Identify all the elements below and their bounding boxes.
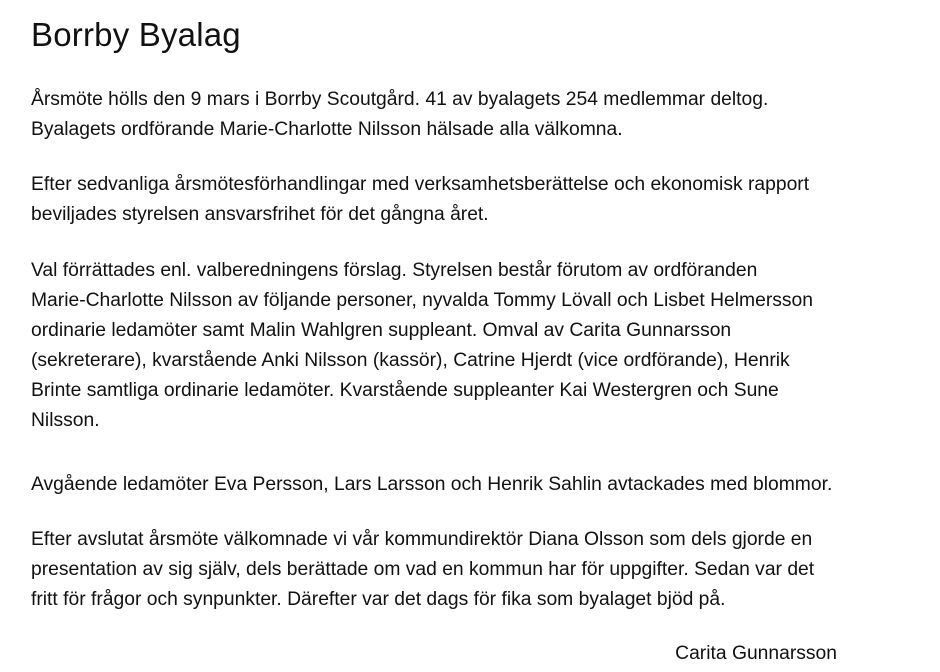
signature: Carita Gunnarsson [675,643,837,664]
text-line: Byalagets ordförande Marie-Charlotte Nilsson hälsade alla välkomna. [31,119,623,140]
paragraph-discharge [31,170,916,230]
text-line: Efter sedvanliga årsmötesförhandlingar med verksamhetsberättelse och ekonomisk rapport [31,174,810,195]
text-line: Årsmöte hölls den 9 mars i Borrby Scoutgård. 41 av byalagets 254 medlemmar deltog. [31,89,769,110]
paragraph-departing-members [31,470,916,500]
text-line: ordinarie ledamöter samt Malin Wahlgren suppleant. Omval av Carita Gunnarsson [31,320,732,341]
paragraph-annual-meeting [31,85,916,145]
text-line: Brinte samtliga ordinarie ledamöter. Kvarstående suppleanter Kai Westergren och Sune [31,380,779,401]
paragraph-presentation [31,525,916,615]
text-line: presentation av sig själv, dels berättade om vad en kommun har för uppgifter. Sedan var det [31,559,815,580]
text-line: beviljades styrelsen ansvarsfrihet för det gångna året. [31,204,489,225]
document-title: Borrby Byalag [31,16,241,53]
text-line: (sekreterare), kvarstående Anki Nilsson (kassör), Catrine Hjerdt (vice ordförande), Henrik [31,350,790,371]
text-line: Marie-Charlotte Nilsson av följande personer, nyvalda Tommy Lövall och Lisbet Helmersson [31,290,813,311]
text-line: Avgående ledamöter Eva Persson, Lars Larsson och Henrik Sahlin avtackades med blommor. [31,474,833,495]
paragraph-elections [31,256,916,436]
text-line: Val förrättades enl. valberedningens förslag. Styrelsen består förutom av ordföranden [31,260,758,281]
text-line: Efter avslutat årsmöte välkomnade vi vår kommundirektör Diana Olsson som dels gjorde en [31,529,813,550]
text-line: fritt för frågor och synpunkter. Därefter var det dags för fika som byalaget bjöd på. [31,589,726,610]
text-line: Nilsson. [31,410,100,431]
